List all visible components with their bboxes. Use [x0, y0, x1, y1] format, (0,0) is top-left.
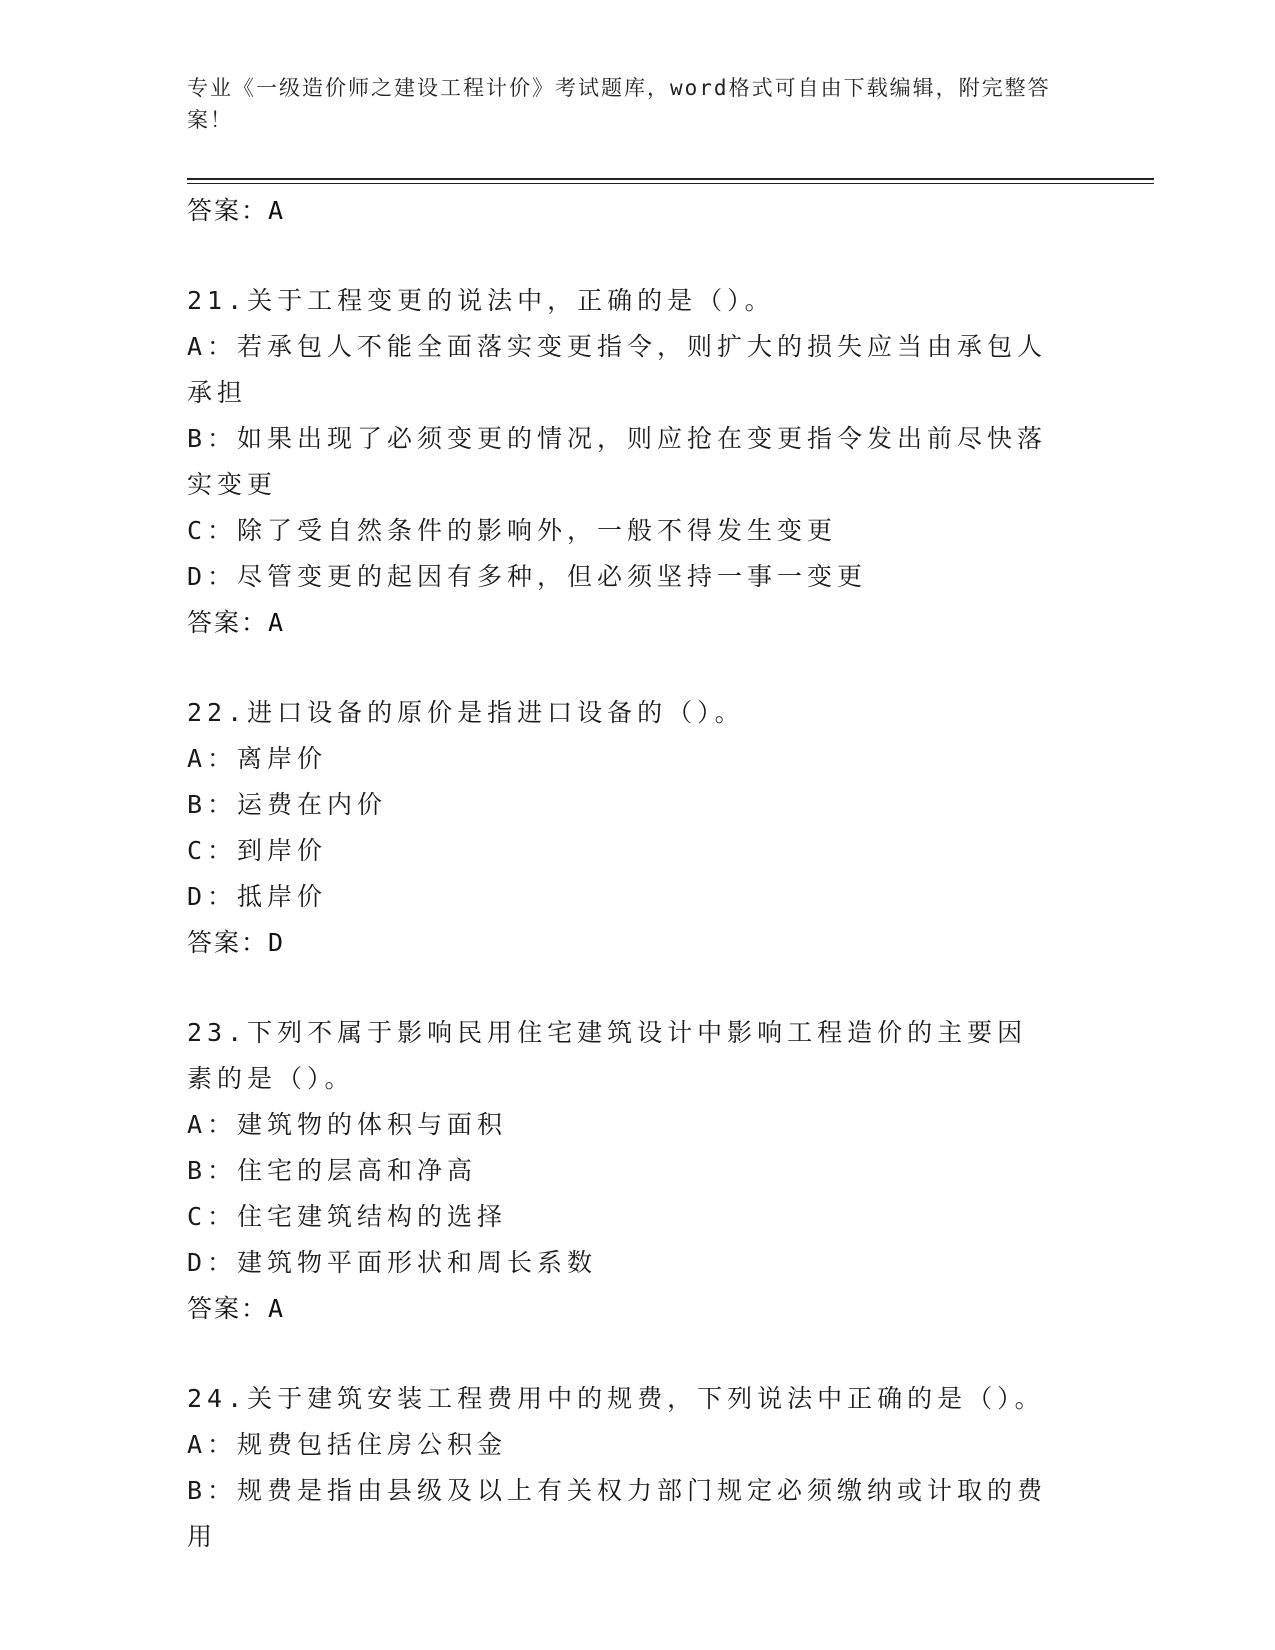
- option-c: C：住宅建筑结构的选择: [187, 1202, 508, 1231]
- option-b: B：如果出现了必须变更的情况，则应抢在变更指令发出前尽快落实变更: [187, 424, 1048, 499]
- header-rule: [187, 178, 1154, 180]
- option-d: D：建筑物平面形状和周长系数: [187, 1248, 598, 1277]
- answer-line: [187, 920, 1077, 966]
- option-d: D：抵岸价: [187, 882, 328, 911]
- question-block: [187, 278, 1077, 646]
- answer-value: D: [268, 928, 286, 957]
- question-block: [187, 1376, 1077, 1560]
- answer-value: A: [268, 1294, 286, 1323]
- option-a: A：若承包人不能全面落实变更指令，则扩大的损失应当由承包人承担: [187, 332, 1048, 407]
- option-b: B：住宅的层高和净高: [187, 1156, 478, 1185]
- answer-label: 答案：: [187, 608, 269, 637]
- option-c: C：除了受自然条件的影响外，一般不得发生变更: [187, 516, 838, 545]
- answer-label: 答案：: [187, 196, 269, 225]
- page-header: 专业《一级造价师之建设工程计价》考试题库，word格式可自由下载编辑，附完整答案！: [187, 76, 1051, 132]
- option-a: A：规费包括住房公积金: [187, 1430, 508, 1459]
- option-a: A：建筑物的体积与面积: [187, 1110, 508, 1139]
- question-block: [187, 1010, 1077, 1332]
- question-stem: 22.进口设备的原价是指进口设备的（）。: [187, 698, 745, 727]
- answer-line: [187, 1286, 1077, 1332]
- answer-label: 答案：: [187, 928, 269, 957]
- answer-value: A: [268, 608, 286, 637]
- header-rule-thin: [187, 183, 1154, 184]
- option-b: B：运费在内价: [187, 790, 388, 819]
- answer-value: A: [268, 196, 286, 225]
- option-d: D：尽管变更的起因有多种，但必须坚持一事一变更: [187, 562, 868, 591]
- answer-line: [187, 188, 1077, 234]
- option-b: B：规费是指由县级及以上有关权力部门规定必须缴纳或计取的费用: [187, 1476, 1048, 1551]
- option-c: C：到岸价: [187, 836, 328, 865]
- question-list: [187, 188, 1077, 1560]
- question-stem: 21.关于工程变更的说法中，正确的是（）。: [187, 286, 775, 315]
- question-stem: 24.关于建筑安装工程费用中的规费，下列说法中正确的是（）。: [187, 1384, 1045, 1413]
- question-stem: 23.下列不属于影响民用住宅建筑设计中影响工程造价的主要因素的是（）。: [187, 1018, 1028, 1093]
- answer-line: [187, 600, 1077, 646]
- option-a: A：离岸价: [187, 744, 328, 773]
- question-block: [187, 690, 1077, 966]
- answer-label: 答案：: [187, 1294, 269, 1323]
